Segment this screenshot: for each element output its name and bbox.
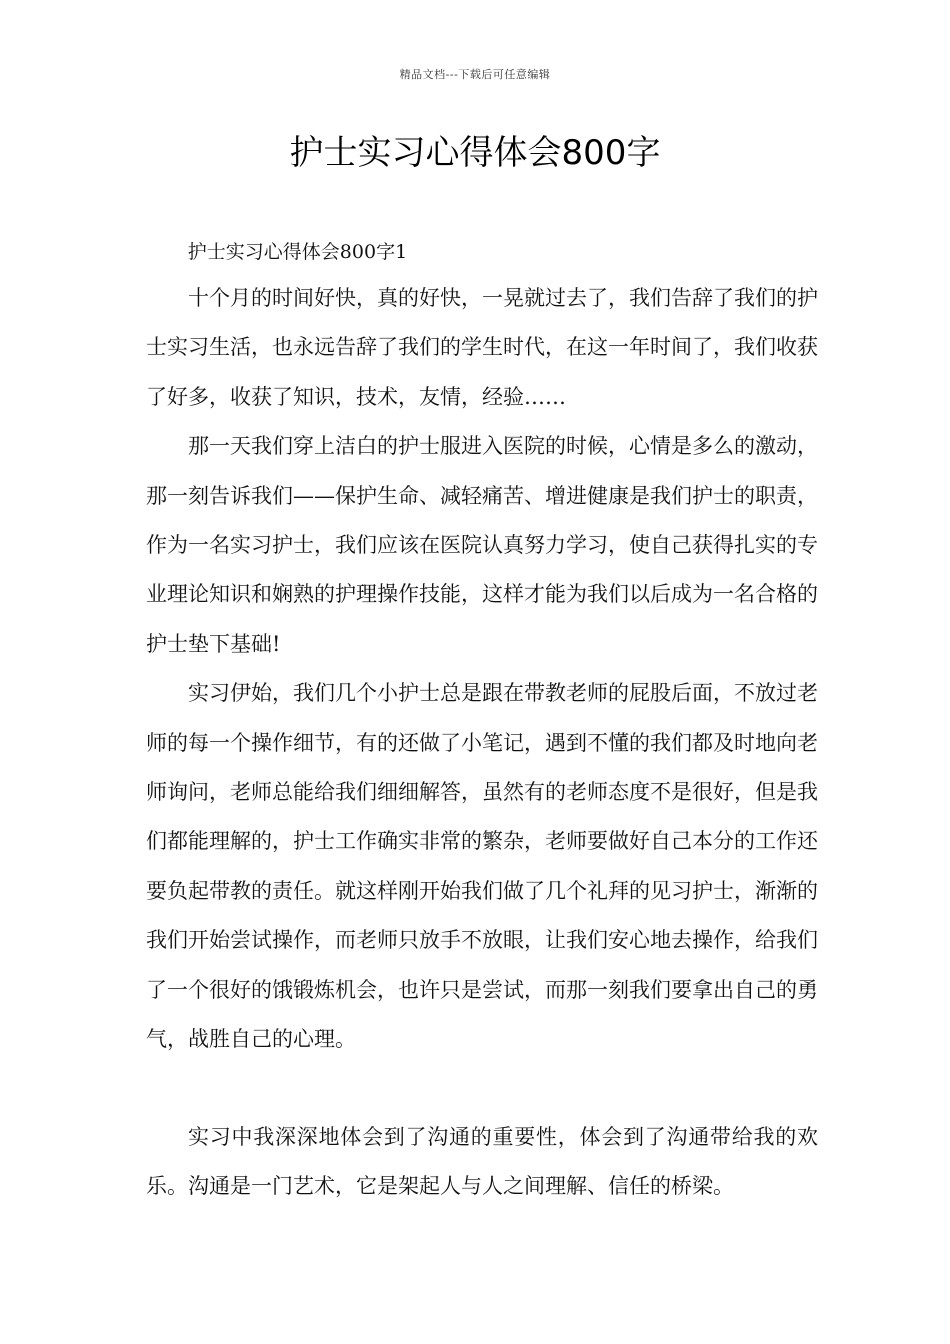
- section-subheading: 护士实习心得体会800字1: [187, 241, 408, 263]
- paragraph-2: 那一天我们穿上洁白的护士服进入医院的时候，心情是多么的激动，那一刻告诉我们——保护生命、减轻痛苦、增进健康是我们护士的职责，作为一名实习护士，我们应该在医院认真努力学习，使自己获得扎实的专业理论知识和娴熟的护理操作技能，这样才能为我们以后成为一名合格的护士垫下基础!: [146, 434, 818, 656]
- paragraph-4: 实习中我深深地体会到了沟通的重要性，体会到了沟通带给我的欢乐。沟通是一门艺术，它是架起人与人之间理解、信任的桥梁。: [146, 1124, 818, 1198]
- paragraph-3: 实习伊始，我们几个小护士总是跟在带教老师的屁股后面，不放过老师的每一个操作细节，有的还做了小笔记，遇到不懂的我们都及时地向老师询问，老师总能给我们细细解答，虽然有的老师态度不是很好，但是我们都能理解的，护士工作确实非常的繁杂，老师要做好自己本分的工作还要负起带教的责任。就这样刚开始我们做了几个礼拜的见习护士，渐渐的我们开始尝试操作，而老师只放手不放眼，让我们安心地去操作，给我们了一个很好的饿锻炼机会，也许只是尝试，而那一刻我们要拿出自己的勇气，战胜自己的心理。: [146, 681, 818, 1052]
- paragraph-1: 十个月的时间好快，真的好快，一晃就过去了，我们告辞了我们的护士实习生活，也永远告辞了我们的学生时代，在这一年时间了，我们收获了好多，收获了知识，技术，友情，经验……: [146, 286, 818, 409]
- document-title: 护士实习心得体会800字: [289, 133, 661, 173]
- document-body: [146, 230, 818, 1211]
- header-note: 精品文档---下载后可任意编辑: [399, 68, 551, 81]
- paragraph-gap: [146, 1065, 818, 1113]
